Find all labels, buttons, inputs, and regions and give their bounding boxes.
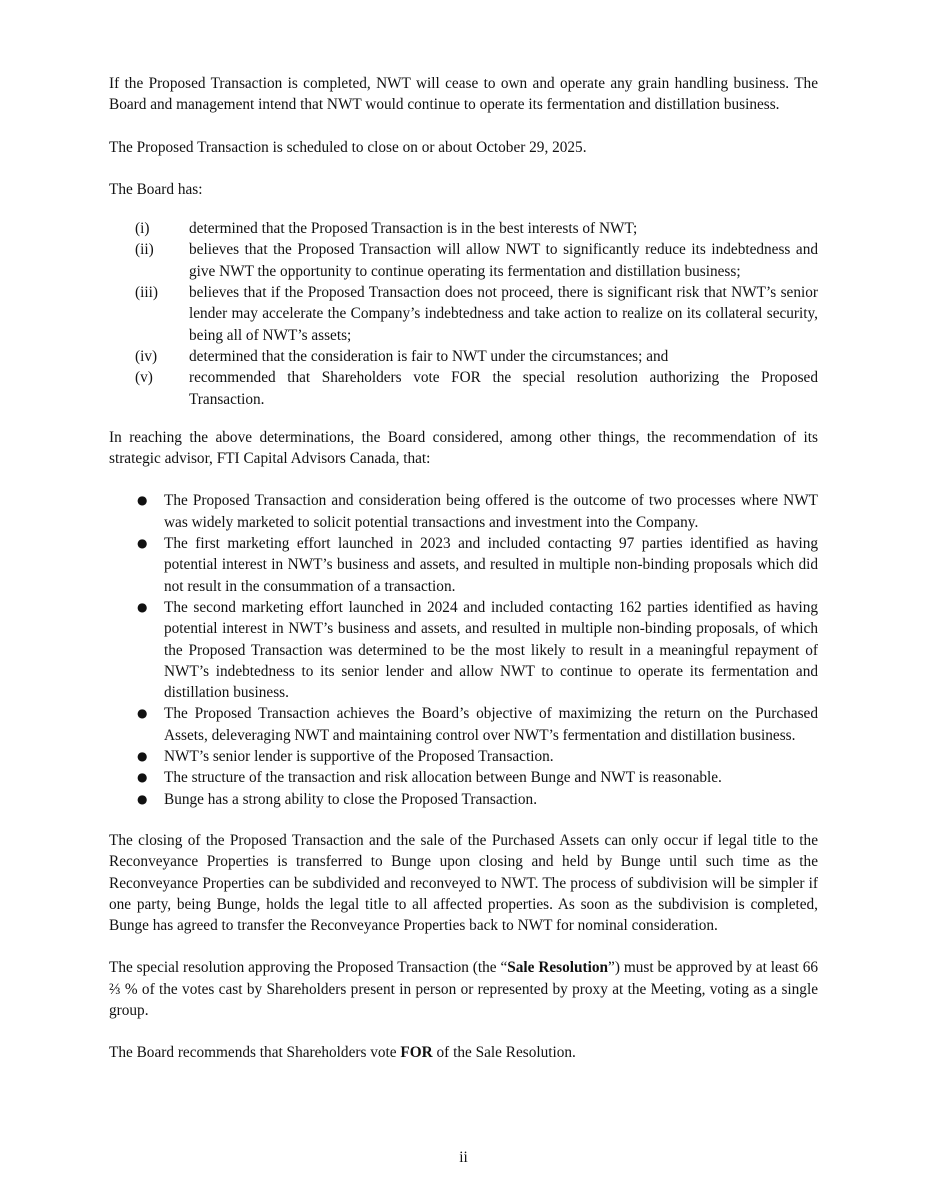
list-item [109,533,818,597]
paragraph-advisor-recommendation: In reaching the above determinations, the Board considered, among other things, the recommendation of its strategic advisor, FTI Capital Advisors Canada, that: [109,428,818,468]
list-item-text: believes that the Proposed Transaction will allow NWT to significantly reduce its indebtedness and give NWT the opportunity to continue operating its fermentation and distillation business; [189,241,818,280]
bullet-icon: ● [137,599,148,614]
list-item-text: The first marketing effort launched in 2023 and included contacting 97 parties identified as having potential interest in NWT’s business and assets, and resulted in multiple non-binding proposals which did not result in the consummation of a transaction. [164,535,818,595]
bullet-icon: ● [137,536,148,551]
paragraph-board-recommends [109,1042,818,1063]
paragraph-sale-resolution [109,957,818,1021]
list-item-text: The second marketing effort launched in 2024 and included contacting 162 parties identified as having potential interest in NWT’s business and assets, and resulted in multiple non-binding proposals, of which the Proposed Transaction was determined to be the most likely to result in a meaningful repayment of NWT’s indebtedness to its senior lender and allow NWT to continue to operate its fermentation and distillation business. [164,598,818,702]
sale-resolution-text-pre: The special resolution approving the Proposed Transaction (the “ [109,959,508,977]
paragraph-closing-date: The Proposed Transaction is scheduled to close on or about October 29, 2025. [109,138,587,156]
list-item-text: The Proposed Transaction achieves the Board’s objective of maximizing the return on the Purchased Assets, deleveraging NWT and maintaining control over NWT’s fermentation and distillation business. [164,705,818,744]
list-marker: (iv) [135,347,158,365]
list-item [109,597,818,703]
document-body [109,73,818,1085]
list-item [109,218,818,239]
bullet-icon: ● [137,791,148,806]
list-marker: (i) [135,220,150,238]
list-item [109,282,818,346]
bullet-icon: ● [137,493,148,508]
paragraph-board-has: The Board has: [109,180,203,198]
list-item-text: determined that the consideration is fair to NWT under the circumstances; and [189,347,669,365]
recommend-text-post: of the Sale Resolution. [432,1044,576,1062]
list-marker: (v) [135,369,153,387]
list-item [109,367,818,410]
paragraph-grain-handling: If the Proposed Transaction is completed, NWT will cease to own and operate any grain handling business. The Board and management intend that NWT would continue to operate its fermentation and distillation business. [109,75,818,114]
list-item-text: NWT’s senior lender is supportive of the Proposed Transaction. [164,748,554,766]
list-marker: (iii) [135,284,158,302]
list-item [109,746,818,767]
list-item [109,239,818,282]
advisor-bullet-list [109,490,818,809]
list-item-text: The Proposed Transaction and consideration being offered is the outcome of two processes where NWT was widely marketed to solicit potential transactions and investment into the Company. [164,492,818,531]
list-item [109,789,818,810]
bullet-icon: ● [137,749,148,764]
list-item-text: recommended that Shareholders vote FOR the special resolution authorizing the Proposed Transaction. [189,369,818,408]
list-item-text: believes that if the Proposed Transaction does not proceed, there is significant risk that NWT’s senior lender may accelerate the Company’s indebtedness and take action to realize on its collateral security, being all of NWT’s assets; [189,284,818,344]
list-item-text: The structure of the transaction and risk allocation between Bunge and NWT is reasonable. [164,769,722,787]
list-item [109,703,818,746]
list-item-text: Bunge has a strong ability to close the Proposed Transaction. [164,790,538,808]
sale-resolution-term: Sale Resolution [507,959,609,977]
list-marker: (ii) [135,241,154,259]
paragraph-reconveyance: The closing of the Proposed Transaction and the sale of the Purchased Assets can only occur if legal title to the Reconveyance Properties is transferred to Bunge upon closing and held by Bunge until such time as the Reconveyance Properties can be subdivided and reconveyed to NWT. The process of subdivision will be simpler if one party, being Bunge, holds the legal title to all affected properties. As soon as the subdivision is completed, Bunge has agreed to transfer the Reconveyance Properties back to NWT for nominal consideration. [109,831,818,935]
bullet-icon: ● [137,706,148,721]
list-item [109,346,818,367]
list-item [109,490,818,533]
bullet-icon: ● [137,770,148,785]
list-item-text: determined that the Proposed Transaction is in the best interests of NWT; [189,220,638,238]
recommend-text-pre: The Board recommends that Shareholders vote [109,1044,401,1062]
list-item [109,767,818,788]
recommend-for: FOR [400,1044,433,1062]
sale-resolution-text-post: ”) must be approved by at least 66 ⅔ % of the votes cast by Shareholders present in person or represented by proxy at the Meeting, voting as a single group. [109,959,819,1019]
board-determinations-list [109,218,818,410]
page-number: ii [459,1149,468,1166]
